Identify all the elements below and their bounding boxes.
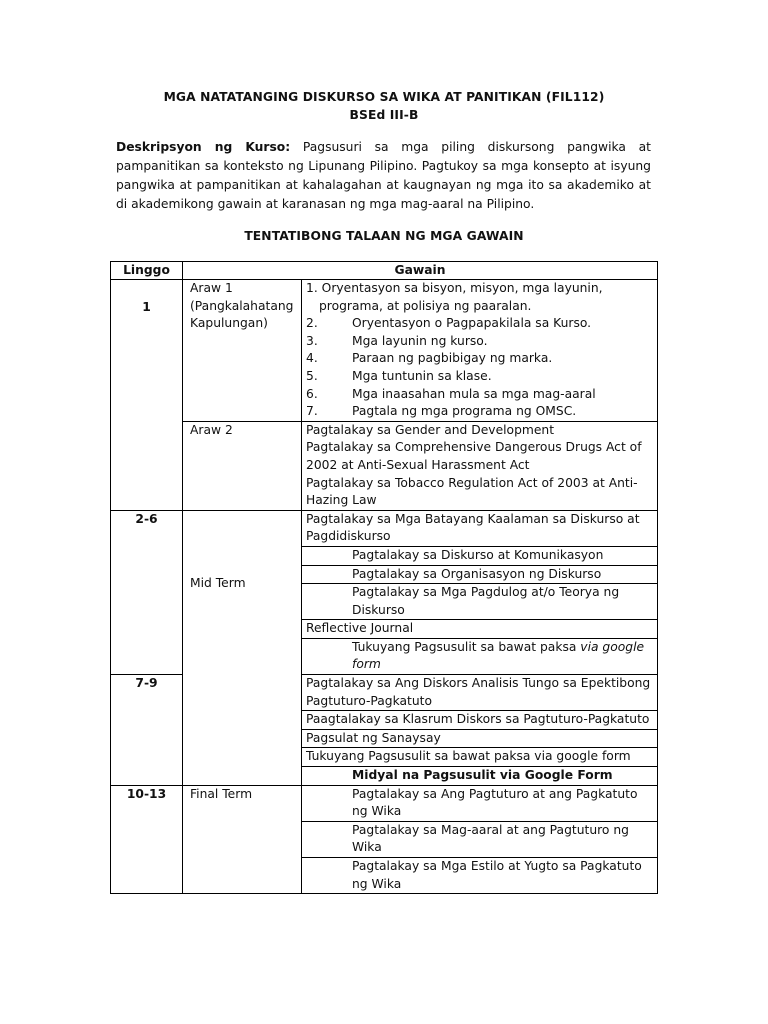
description-text: Pagsusuri sa mga piling diskursong pangwika at pampanitikan sa konteksto ng Lipunang Pilipino. Pagtukoy sa mga konsepto at isyung pangwika at pampanitikan at kahalagahan at kaugnayan ng mga ito sa akademiko at di akademikong gawain at karanasan ng mga mag-aaral na Pilipino. [116, 140, 651, 211]
day-label: Araw 2 [190, 422, 233, 437]
day-cell [183, 421, 302, 510]
list-item: Tukuyang Pagsusulit sa bawat paksa via google form [352, 639, 645, 672]
term-cell [183, 510, 302, 785]
table-header-row [111, 262, 658, 280]
term-label: Final Term [190, 786, 253, 801]
course-description [116, 138, 651, 214]
list-item: 4. Paraan ng pagbibigay ng marka. [306, 351, 553, 366]
header-gawain: Gawain [183, 262, 658, 280]
list-item: Reflective Journal [302, 620, 657, 639]
list-item: Midyal na Pagsusulit via Google Form [352, 768, 613, 783]
list-item: 7. Pagtala ng mga programa ng OMSC. [306, 404, 577, 419]
list-item: programa, at polisiya ng paaralan. [319, 298, 532, 313]
course-title: MGA NATATANGING DISKURSO SA WIKA AT PANITIKAN (FIL112) [163, 90, 605, 104]
list-item: Pagtalakay sa Ang Diskors Analisis Tungo sa Epektibong Pagtuturo-Pagkatuto [302, 675, 657, 711]
list-item: Pagtalakay sa Ang Pagtuturo at ang Pagkatuto ng Wika [302, 786, 657, 822]
table-heading: TENTATIBONG TALAAN NG MGA GAWAIN [244, 229, 524, 243]
week-cell [111, 675, 183, 786]
week-label: 10-13 [126, 786, 167, 801]
list-item: Pagtalakay sa Mga Estilo at Yugto sa Pagkatuto ng Wika [352, 859, 642, 891]
table-row [111, 785, 658, 894]
list-item: Pagtalakay sa Mga Batayang Kaalaman sa Diskurso at Pagdidiskurso [302, 511, 657, 547]
list-item: 3. Mga layunin ng kurso. [306, 333, 488, 348]
week-label: 1 [142, 300, 151, 314]
activities-cell [302, 675, 658, 786]
description-label: Deskripsyon ng Kurso: [116, 140, 291, 154]
list-item: Pagtalakay sa Organisasyon ng Diskurso [302, 566, 657, 585]
list-item: Pagtalakay sa Diskurso at Komunikasyon [302, 547, 657, 566]
course-section: BSEd III-B [349, 108, 419, 122]
table-row [111, 510, 658, 674]
list-item: Tukuyang Pagsusulit sa bawat paksa via google form [302, 748, 657, 767]
activities-cell [302, 421, 658, 510]
week-label: 7-9 [135, 676, 158, 691]
list-item: Pagtalakay sa Mga Pagdulog at/o Teorya ng Diskurso [302, 584, 657, 620]
list-item: 2. Oryentasyon o Pagpapakilala sa Kurso. [306, 316, 592, 331]
term-cell [183, 785, 302, 894]
activities-cell [302, 280, 658, 422]
list-item: 5. Mga tuntunin sa klase. [306, 368, 492, 383]
activities-cell [302, 510, 658, 674]
activities-cell [302, 785, 658, 894]
list-item: Pagtalakay sa Mag-aaral at ang Pagtuturo ng Wika [302, 822, 657, 858]
list-item: 6. Mga inaasahan mula sa mga mag-aaral [306, 386, 596, 401]
term-label: Mid Term [190, 575, 246, 590]
activities-table [110, 261, 658, 894]
list-item: Pagtalakay sa Gender and Development [306, 422, 555, 437]
orientation-list [302, 280, 657, 421]
day-label: Araw 1 (Pangkalahatang Kapulungan) [190, 281, 294, 331]
day-cell [183, 280, 302, 422]
list-item: Paagtalakay sa Klasrum Diskors sa Pagtuturo-Pagkatuto [302, 711, 657, 730]
list-item: Pagsulat ng Sanaysay [302, 730, 657, 749]
header-linggo: Linggo [111, 262, 183, 280]
list-item: Pagtalakay sa Comprehensive Dangerous Drugs Act of 2002 at Anti-Sexual Harassment Act [306, 440, 642, 472]
week-cell [111, 280, 183, 511]
week-cell [111, 785, 183, 894]
week-label: 2-6 [135, 511, 158, 526]
list-item: 1. Oryentasyon sa bisyon, misyon, mga layunin, [306, 281, 603, 295]
table-row [111, 421, 658, 510]
week-cell [111, 510, 183, 674]
table-row [111, 280, 658, 422]
list-item: Pagtalakay sa Tobacco Regulation Act of 2003 at Anti-Hazing Law [306, 475, 638, 508]
